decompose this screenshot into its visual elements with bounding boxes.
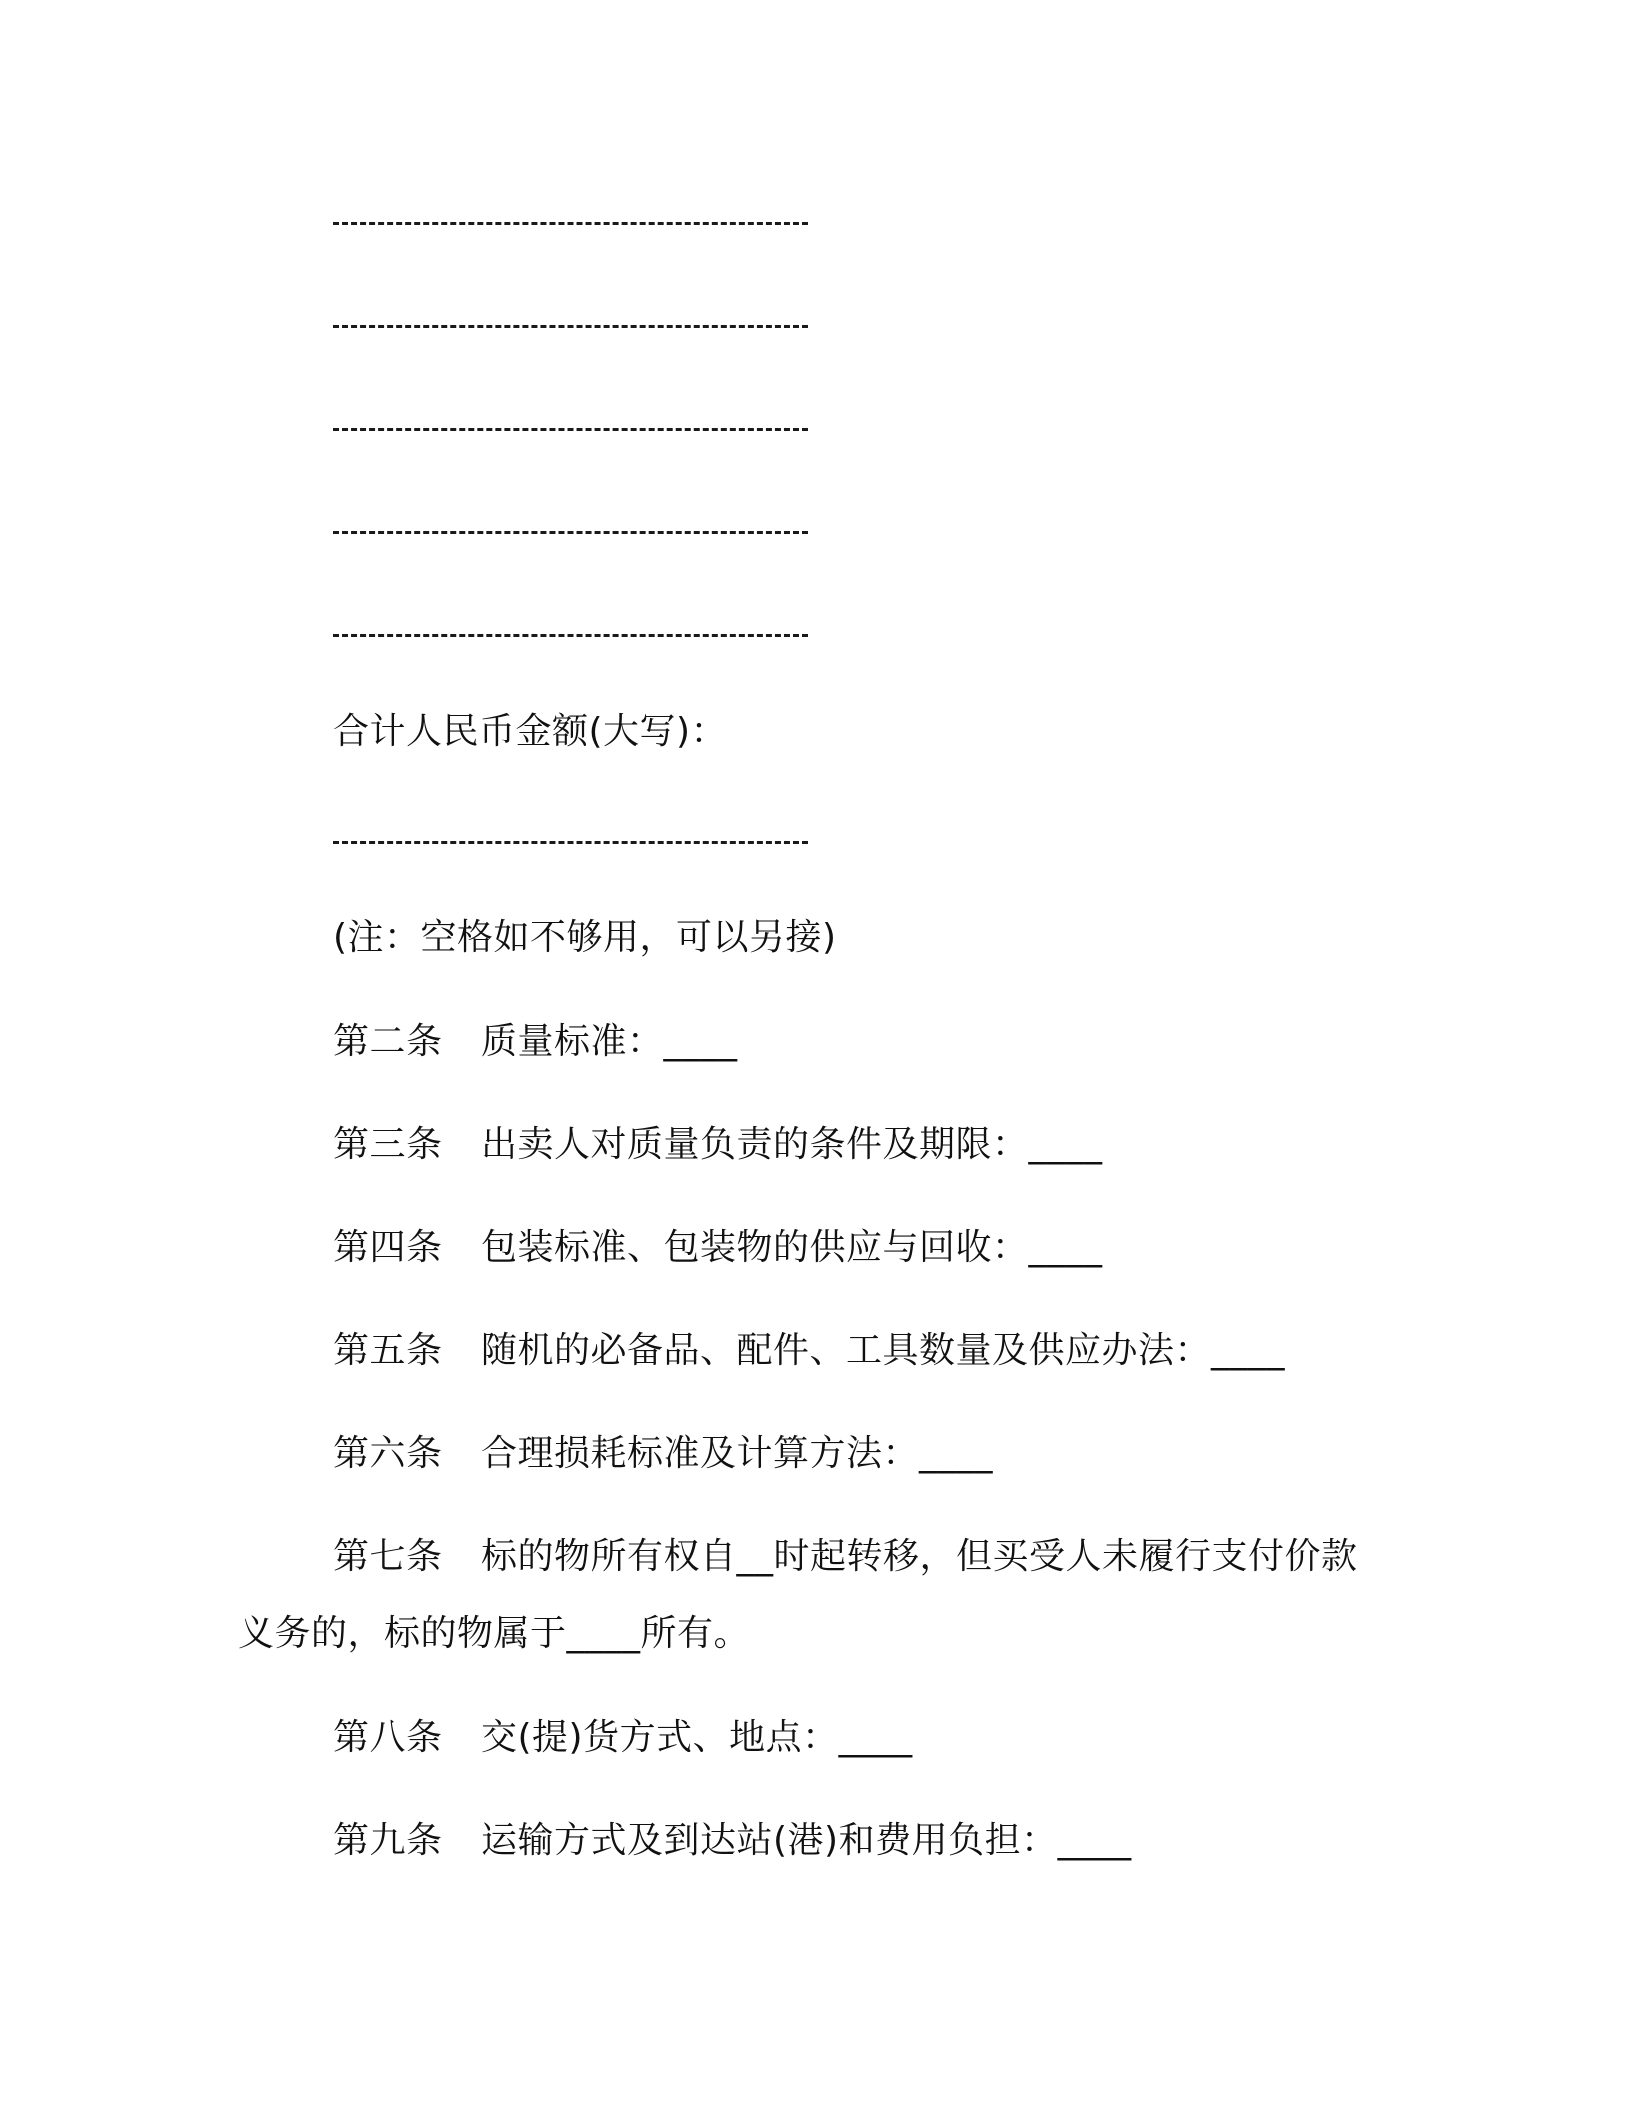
article-4: [333, 1226, 1103, 1270]
article-7-text: 标的物所有权自__时起转移，但买受人未履行支付价款: [481, 1536, 1358, 1577]
article-2-text: 质量标准：____: [481, 1021, 738, 1062]
article-3: [333, 1123, 1103, 1167]
blank-line-3: [333, 428, 808, 431]
note-text: (注：空格如不够用，可以另接): [333, 917, 837, 958]
blank-line-5: [333, 634, 808, 637]
article-5-number: 第五条: [333, 1330, 443, 1371]
article-9-text: 运输方式及到达站(港)和费用负担：____: [481, 1820, 1132, 1861]
article-4-number: 第四条: [333, 1227, 443, 1268]
total-amount-label: 合计人民币金额(大写)：: [333, 711, 728, 752]
article-3-number: 第三条: [333, 1124, 443, 1165]
article-2-number: 第二条: [333, 1021, 443, 1062]
article-9-number: 第九条: [333, 1820, 443, 1861]
article-7-number: 第七条: [333, 1536, 443, 1577]
article-9: [333, 1819, 1132, 1863]
article-6-number: 第六条: [333, 1433, 443, 1474]
total-amount-blank-line: [333, 841, 808, 844]
article-6: [333, 1432, 993, 1476]
article-7-continuation: 义务的，标的物属于____所有。: [238, 1613, 751, 1654]
blank-line-4: [333, 531, 808, 534]
article-5-text: 随机的必备品、配件、工具数量及供应办法：____: [481, 1330, 1286, 1371]
blank-line-1: [333, 222, 808, 225]
article-8-number: 第八条: [333, 1717, 443, 1758]
blank-line-2: [333, 325, 808, 328]
article-4-text: 包装标准、包装物的供应与回收：____: [481, 1227, 1103, 1268]
article-6-text: 合理损耗标准及计算方法：____: [481, 1433, 994, 1474]
article-5: [333, 1329, 1285, 1373]
article-7: [333, 1535, 1358, 1579]
article-2: [333, 1020, 738, 1064]
article-8-text: 交(提)货方式、地点：____: [481, 1717, 913, 1758]
article-8: [333, 1716, 913, 1760]
article-3-text: 出卖人对质量负责的条件及期限：____: [481, 1124, 1103, 1165]
